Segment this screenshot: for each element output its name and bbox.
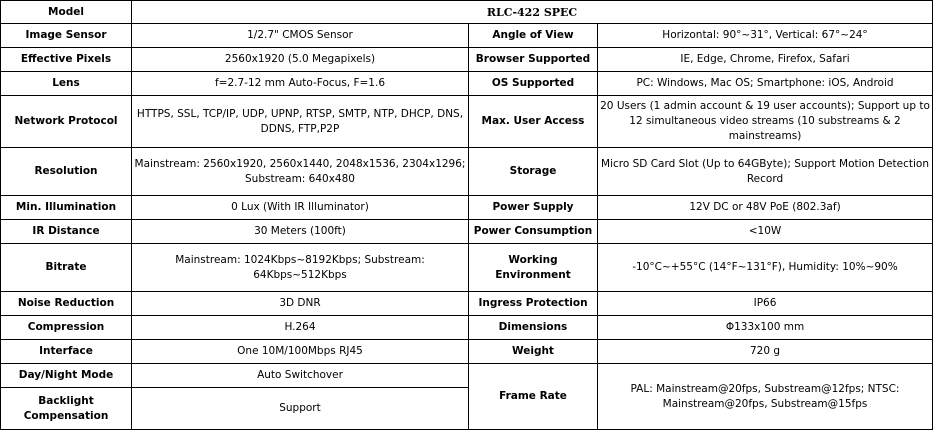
working-environment-label: Working Environment: [469, 244, 598, 292]
bitrate-label: Bitrate: [1, 244, 132, 292]
working-environment-value: -10°C~+55°C (14°F~131°F), Humidity: 10%~90%: [598, 244, 933, 292]
effective-pixels-label: Effective Pixels: [1, 48, 132, 72]
lens-value: f=2.7-12 mm Auto-Focus, F=1.6: [132, 72, 469, 96]
ingress-protection-value: IP66: [598, 292, 933, 316]
max-user-access-value: 20 Users (1 admin account & 19 user accounts); Support up to 12 simultaneous video streams (10 substreams & 2 mainstreams): [598, 96, 933, 148]
table-row: [1, 196, 933, 220]
table-row: [1, 220, 933, 244]
lens-label: Lens: [1, 72, 132, 96]
resolution-value: Mainstream: 2560x1920, 2560x1440, 2048x1536, 2304x1296; Substream: 640x480: [132, 148, 469, 196]
resolution-label: Resolution: [1, 148, 132, 196]
table-row: [1, 1, 933, 24]
table-row: [1, 364, 933, 388]
weight-label: Weight: [469, 340, 598, 364]
storage-label: Storage: [469, 148, 598, 196]
network-protocol-value: HTTPS, SSL, TCP/IP, UDP, UPNP, RTSP, SMTP, NTP, DHCP, DNS, DDNS, FTP,P2P: [132, 96, 469, 148]
spec-title: RLC-422 SPEC: [132, 1, 933, 24]
os-supported-value: PC: Windows, Mac OS; Smartphone: iOS, Android: [598, 72, 933, 96]
table-row: [1, 292, 933, 316]
image-sensor-label: Image Sensor: [1, 24, 132, 48]
os-supported-label: OS Supported: [469, 72, 598, 96]
power-supply-label: Power Supply: [469, 196, 598, 220]
table-row: [1, 340, 933, 364]
table-row: [1, 316, 933, 340]
power-consumption-label: Power Consumption: [469, 220, 598, 244]
ir-distance-label: IR Distance: [1, 220, 132, 244]
backlight-compensation-value: Support: [132, 388, 469, 430]
effective-pixels-value: 2560x1920 (5.0 Megapixels): [132, 48, 469, 72]
frame-rate-value: PAL: Mainstream@20fps, Substream@12fps; NTSC: Mainstream@20fps, Substream@15fps: [598, 364, 933, 430]
table-row: [1, 24, 933, 48]
browser-supported-label: Browser Supported: [469, 48, 598, 72]
image-sensor-value: 1/2.7" CMOS Sensor: [132, 24, 469, 48]
bitrate-value: Mainstream: 1024Kbps~8192Kbps; Substream: 64Kbps~512Kbps: [132, 244, 469, 292]
max-user-access-label: Max. User Access: [469, 96, 598, 148]
network-protocol-label: Network Protocol: [1, 96, 132, 148]
power-consumption-value: <10W: [598, 220, 933, 244]
ingress-protection-label: Ingress Protection: [469, 292, 598, 316]
table-row: [1, 72, 933, 96]
weight-value: 720 g: [598, 340, 933, 364]
noise-reduction-value: 3D DNR: [132, 292, 469, 316]
table-row: [1, 244, 933, 292]
angle-of-view-label: Angle of View: [469, 24, 598, 48]
table-row: [1, 48, 933, 72]
frame-rate-label: Frame Rate: [469, 364, 598, 430]
min-illumination-label: Min. Illumination: [1, 196, 132, 220]
dimensions-label: Dimensions: [469, 316, 598, 340]
compression-label: Compression: [1, 316, 132, 340]
dimensions-value: Φ133x100 mm: [598, 316, 933, 340]
interface-label: Interface: [1, 340, 132, 364]
table-row: [1, 96, 933, 148]
min-illumination-value: 0 Lux (With IR Illuminator): [132, 196, 469, 220]
backlight-compensation-label: Backlight Compensation: [1, 388, 132, 430]
day-night-mode-value: Auto Switchover: [132, 364, 469, 388]
angle-of-view-value: Horizontal: 90°~31°, Vertical: 67°~24°: [598, 24, 933, 48]
noise-reduction-label: Noise Reduction: [1, 292, 132, 316]
storage-value: Micro SD Card Slot (Up to 64GByte); Support Motion Detection Record: [598, 148, 933, 196]
model-label: Model: [1, 1, 132, 24]
interface-value: One 10M/100Mbps RJ45: [132, 340, 469, 364]
day-night-mode-label: Day/Night Mode: [1, 364, 132, 388]
browser-supported-value: IE, Edge, Chrome, Firefox, Safari: [598, 48, 933, 72]
compression-value: H.264: [132, 316, 469, 340]
ir-distance-value: 30 Meters (100ft): [132, 220, 469, 244]
power-supply-value: 12V DC or 48V PoE (802.3af): [598, 196, 933, 220]
table-row: [1, 148, 933, 196]
